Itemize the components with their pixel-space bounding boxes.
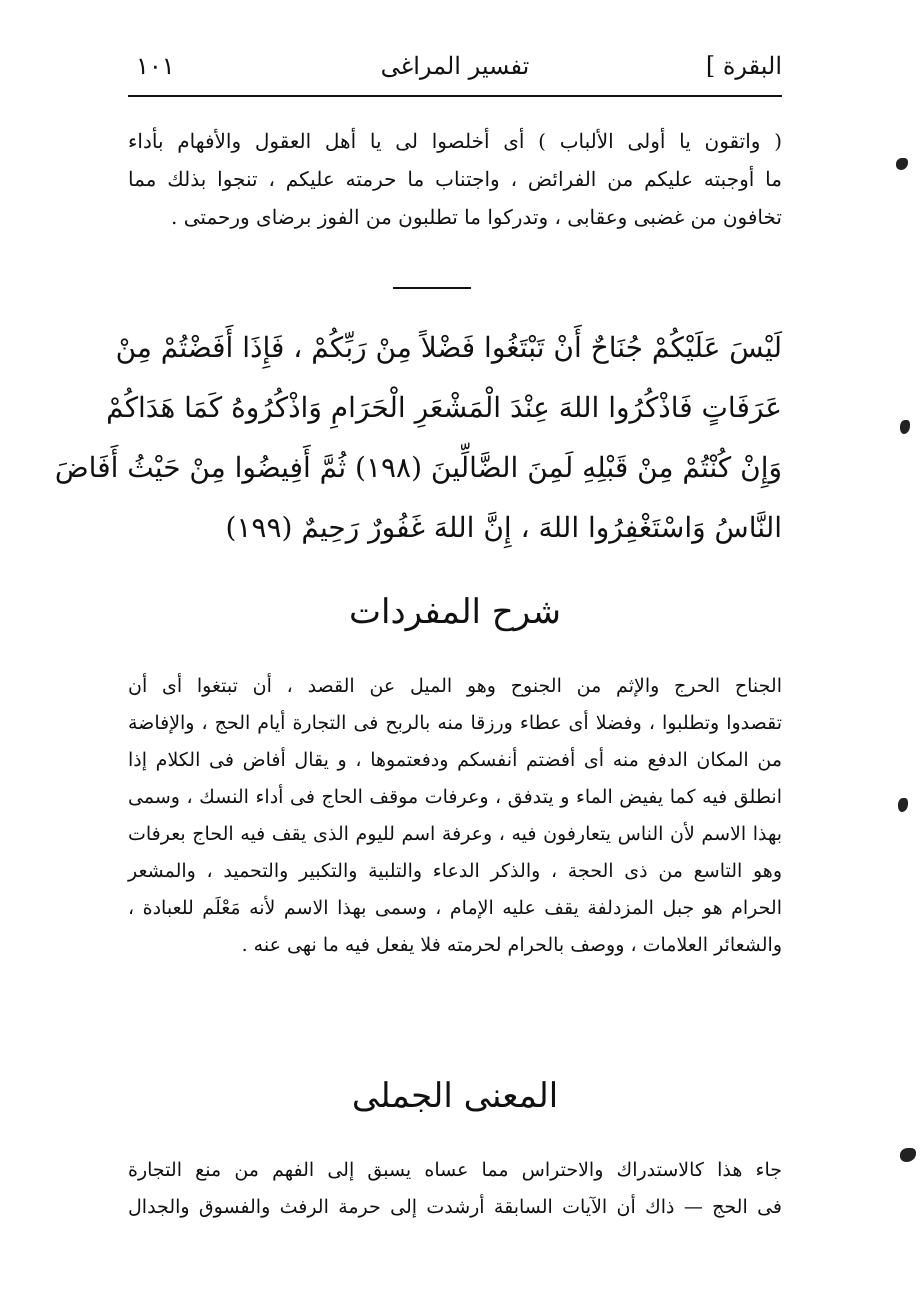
book-title: تفسير المراغى [380,52,530,80]
margin-speck [896,158,908,170]
vocab-line: وهو التاسع من ذى الحجة ، والذكر الدعاء والتلبية والتكبير والتحميد ، والمشعر [128,860,782,882]
verse-line: عَرَفَاتٍ فَاذْكُرُوا اللهَ عِنْدَ الْمَشْعَرِ الْحَرَامِ وَاذْكُرُوهُ كَمَا هَدَاكُمْ [106,391,782,424]
vocab-line: تقصدوا وتطلبوا ، وفضلا أى عطاء ورزقا منه بالربح فى التجارة أيام الحج ، والإفاضة [128,712,782,734]
vocab-line: انطلق فيه كما يفيض الماء و يتدفق ، وعرفات موقف الحاج فى أداء النسك ، وسمى [128,786,782,808]
margin-speck [898,798,908,812]
vocab-line: والشعائر العلامات ، ووصف بالحرام لحرمته فلا يفعل فيه ما نهى عنه . [241,934,782,956]
intro-paragraph [128,122,782,236]
verse-line: النَّاسُ وَاسْتَغْفِرُوا اللهَ ، إِنَّ اللهَ غَفُورٌ رَحِيمٌ (١٩٩) [225,511,782,544]
surah-name: البقرة ] [705,52,782,80]
heading-vocabulary: شرح المفردات [348,592,562,632]
intro-line: تخافون من غضبى وعقابى ، وتدركوا ما تطلبون من الفوز برضاى ورحمتى . [171,205,782,229]
margin-speck [900,1148,916,1162]
meaning-line: فى الحج — ذاك أن الآيات السابقة أرشدت إلى حرمة الرفث والفسوق والجدال [128,1196,782,1218]
header-rule [128,95,782,97]
vocab-line: بهذا الاسم لأن الناس يتعارفون فيه ، وعرفة اسم لليوم الذى يقف فيه الحاج بعرفات [128,823,782,845]
section-separator [393,287,471,289]
page-number: ١٠١ [136,52,175,80]
intro-line: ما أوجبته عليكم من الفرائض ، واجتناب ما حرمته عليكم ، تنجوا بذلك مما [128,167,782,191]
meaning-paragraph [128,1152,782,1226]
page-header [128,40,782,92]
vocab-line: من المكان الدفع منه أى أفضتم أنفسكم ودفعتموها ، و يقال أفاض فى الكلام إذا [128,749,782,771]
verse-line: وَإِنْ كُنْتُمْ مِنْ قَبْلِهِ لَمِنَ الضَّالِّينَ (١٩٨) ثُمَّ أَفِيضُوا مِنْ حَيْثُ أَفَاضَ [54,451,782,484]
vocab-line: الجناح الحرج والإثم من الجنوح وهو الميل عن القصد ، أن تبتغوا أى أن [128,675,782,697]
verse-line: لَيْسَ عَلَيْكُمْ جُنَاحٌ أَنْ تَبْتَغُوا فَضْلاً مِنْ رَبِّكُمْ ، فَإِذَا أَفَضْتُمْ مِنْ [115,331,782,364]
intro-line: ( واتقون يا أولى الألباب ) أى أخلصوا لى يا أهل العقول والأفهام بأداء [128,129,782,153]
heading-general-meaning: المعنى الجملى [351,1076,559,1116]
meaning-line: جاء هذا كالاستدراك والاحتراس مما عساه يسبق إلى الفهم من منع التجارة [128,1159,782,1181]
margin-speck [900,420,910,434]
vocabulary-paragraph [128,668,782,964]
vocab-line: الحرام هو جبل المزدلفة يقف عليه الإمام ، وسمى بهذا الاسم لأنه مَعْلَم للعبادة ، [128,897,782,919]
quran-verse [54,318,782,558]
